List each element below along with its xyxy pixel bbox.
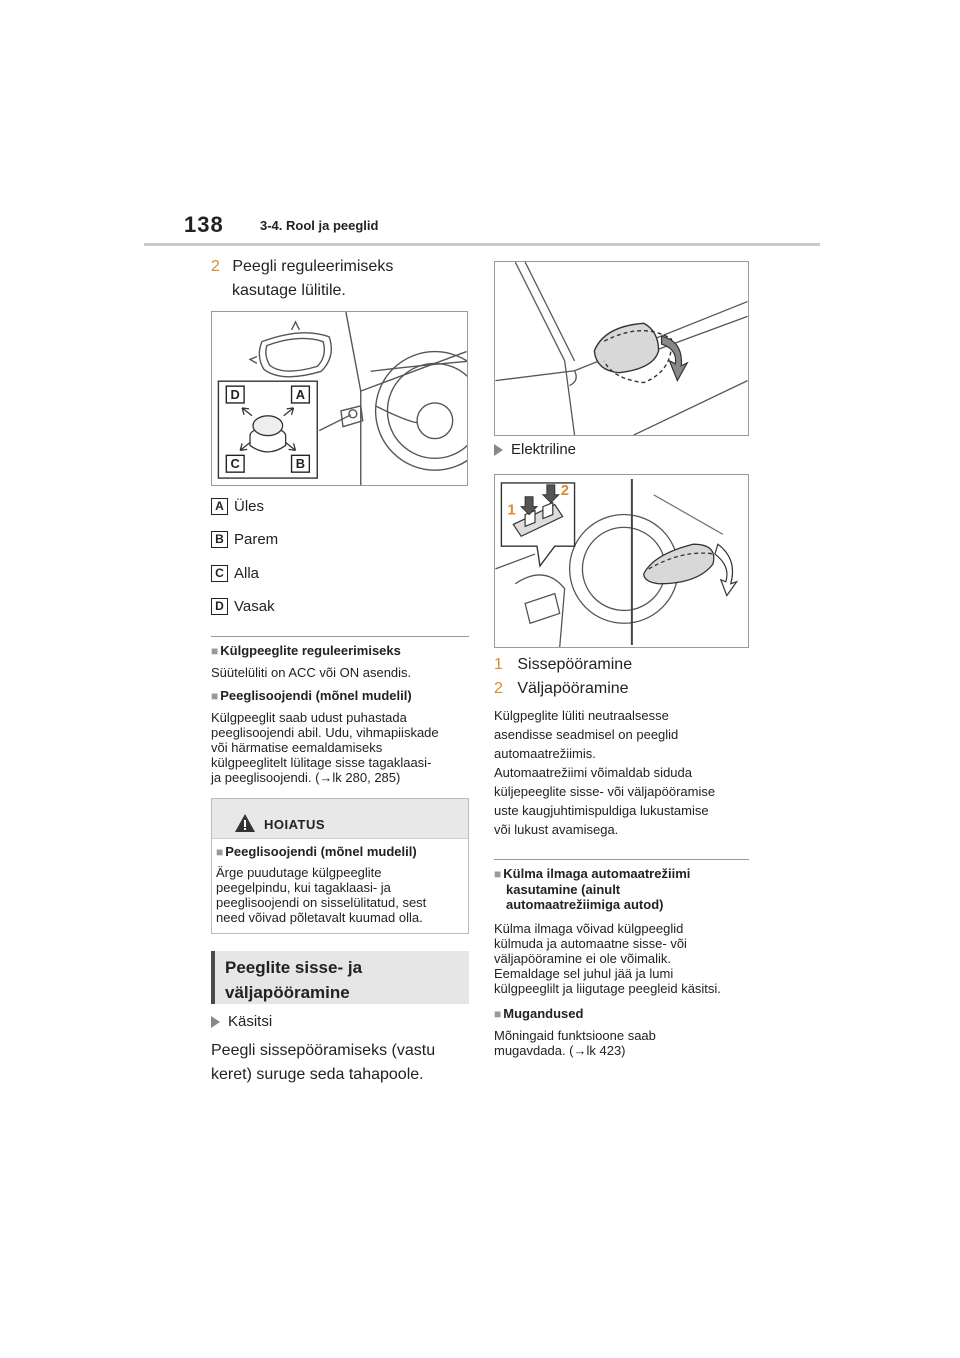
sub4-paragraph — [494, 1028, 656, 1058]
warning-title: HOIATUS — [264, 817, 326, 832]
sub3-paragraph — [494, 921, 721, 996]
mirror-switch-illustration — [212, 312, 467, 485]
automode-line: Automaatrežiimi võimaldab siduda — [494, 765, 692, 780]
warning-box — [211, 798, 469, 934]
fold-item-1-label: Sissepööramine — [517, 656, 633, 673]
warning-subhead — [216, 844, 417, 860]
step-2-number: 2 — [211, 258, 220, 275]
electric-fold-illustration — [495, 475, 748, 647]
step-2-line2: kasutage lülitile. — [232, 282, 346, 299]
sub2-line: külgpeeglitelt lülitage sisse tagaklaasi- — [211, 755, 432, 770]
subhead-kulma-ilmaga — [494, 866, 690, 912]
subhead-mugandused-text: Mugandused — [503, 1006, 584, 1021]
automode-line: automaatrežiimis. — [494, 746, 596, 761]
fold-item-1-number: 1 — [494, 656, 503, 673]
figure-label-d: D — [230, 386, 240, 402]
subhead-peeglisoojendi-text: Peeglisoojendi (mõnel mudelil) — [220, 688, 412, 703]
sub2-line: Külgpeeglit saab udust puhastada — [211, 710, 407, 725]
sub3-line: Külma ilmaga võivad külgpeeglid — [494, 921, 684, 936]
warning-paragraph — [216, 865, 426, 925]
warning-line: Ärge puudutage külgpeeglite — [216, 865, 382, 880]
figure-label-b: B — [295, 456, 306, 472]
figure-label-c: C — [230, 456, 240, 472]
subhead-kulma-line3: automaatrežiimiga autod) — [506, 897, 664, 912]
sub2-line: või härmatise eemaldamiseks — [211, 740, 383, 755]
page-number: 138 — [184, 212, 224, 237]
automode-paragraph — [494, 706, 715, 839]
sub3-line: väljapööramine ei ole võimalik. — [494, 951, 672, 966]
triangle-bullet-icon — [494, 444, 503, 456]
fold-item-2-number: 2 — [494, 680, 503, 697]
legend-label-d: Vasak — [234, 597, 275, 615]
warning-header — [212, 799, 468, 839]
legend-item-d — [211, 596, 275, 616]
automode-line: Külgpeglite lüliti neutraalsesse — [494, 708, 669, 723]
legend-box-b: B — [211, 531, 228, 548]
legend-item-c — [211, 563, 259, 583]
sub4-line: mugavdada. (→lk 423) — [494, 1043, 626, 1058]
legend-item-b — [211, 529, 278, 549]
legend-label-c: Alla — [234, 564, 260, 582]
legend-box-a: A — [211, 498, 228, 515]
square-bullet-icon: ■ — [211, 689, 219, 703]
sub4-line: Mõningaid funktsioone saab — [494, 1028, 656, 1043]
square-bullet-icon: ■ — [494, 1007, 502, 1021]
warning-subhead-text: Peeglisoojendi (mõnel mudelil) — [225, 844, 417, 859]
automode-line: asendisse seadmisel on peeglid — [494, 727, 679, 742]
sub3-line: külgpeeglilt ja liigutage peegleid käsitsi. — [494, 981, 721, 996]
banner-title — [225, 955, 362, 1005]
divider-1 — [211, 636, 469, 637]
automode-line: küljepeeglite sisse- või väljapööramise — [494, 784, 716, 799]
sub2-line: ja peeglisoojendi. (→lk 280, 285) — [211, 770, 401, 785]
section-title: 3-4. Rool ja peeglid — [260, 218, 379, 233]
square-bullet-icon: ■ — [216, 845, 224, 859]
step-2 — [211, 255, 393, 279]
legend-label-a: Üles — [234, 497, 265, 515]
square-bullet-icon: ■ — [211, 644, 219, 658]
legend-box-d: D — [211, 598, 228, 615]
manual-fold-figure — [494, 261, 749, 436]
sub2-line: peeglisoojendi abil. Udu, vihmapiiskade — [211, 725, 439, 740]
step-2-line1: Peegli reguleerimiseks — [232, 258, 394, 275]
section-banner — [211, 951, 469, 1004]
banner-line1: Peeglite sisse- ja — [225, 958, 363, 977]
manual-line1: Peegli sissepööramiseks (vastu — [211, 1042, 436, 1059]
legend-label-b: Parem — [234, 530, 279, 548]
subhead-kulgpeeglite — [211, 643, 401, 659]
sub3-line: külmuda ja automaatne sisse- või — [494, 936, 687, 951]
sub1-text: Süütelüliti on ACC või ON asendis. — [211, 665, 412, 680]
electric-label: Elektriline — [511, 441, 577, 458]
mirror-switch-figure — [211, 311, 468, 486]
sub3-line: Eemaldage sel juhul jää ja lumi — [494, 966, 674, 981]
manual-fold-illustration — [495, 262, 748, 435]
subhead-kulgpeeglite-text: Külgpeeglite reguleerimiseks — [220, 643, 401, 658]
triangle-bullet-icon — [211, 1016, 220, 1028]
figure-number-2: 2 — [560, 482, 569, 499]
subhead-peeglisoojendi — [211, 688, 412, 704]
figure-label-a: A — [295, 386, 306, 402]
subhead-kulma-line1: Külma ilmaga automaatrežiimi — [503, 866, 691, 881]
warning-triangle-icon — [234, 813, 256, 833]
square-bullet-icon: ■ — [494, 867, 502, 881]
fold-item-2 — [494, 677, 629, 701]
header-rule — [144, 243, 820, 246]
fold-item-2-label: Väljapööramine — [517, 680, 629, 697]
electric-fold-figure — [494, 474, 749, 648]
manual-label: Käsitsi — [228, 1013, 273, 1030]
warning-line: need võivad põletavalt kuumad olla. — [216, 910, 423, 925]
electric-item — [494, 441, 576, 458]
banner-line2: väljapööramine — [225, 983, 350, 1002]
subhead-kulma-line2: kasutamine (ainult — [506, 882, 621, 897]
manual-line2: keret) suruge seda tahapoole. — [211, 1066, 424, 1083]
warning-line: peeglisoojendi on sisselülitatud, sest — [216, 895, 427, 910]
divider-2 — [494, 859, 749, 860]
fold-item-1 — [494, 653, 632, 677]
subhead-mugandused — [494, 1006, 583, 1022]
sub2-paragraph — [211, 710, 439, 785]
manual-item — [211, 1013, 272, 1030]
legend-box-c: C — [211, 565, 228, 582]
warning-line: peegelpindu, kui tagaklaasi- ja — [216, 880, 391, 895]
automode-line: uste kaugjuhtimispuldiga lukustamise — [494, 803, 709, 818]
legend-item-a — [211, 496, 264, 516]
automode-line: või lukust avamisega. — [494, 822, 619, 837]
figure-number-1: 1 — [507, 502, 516, 519]
